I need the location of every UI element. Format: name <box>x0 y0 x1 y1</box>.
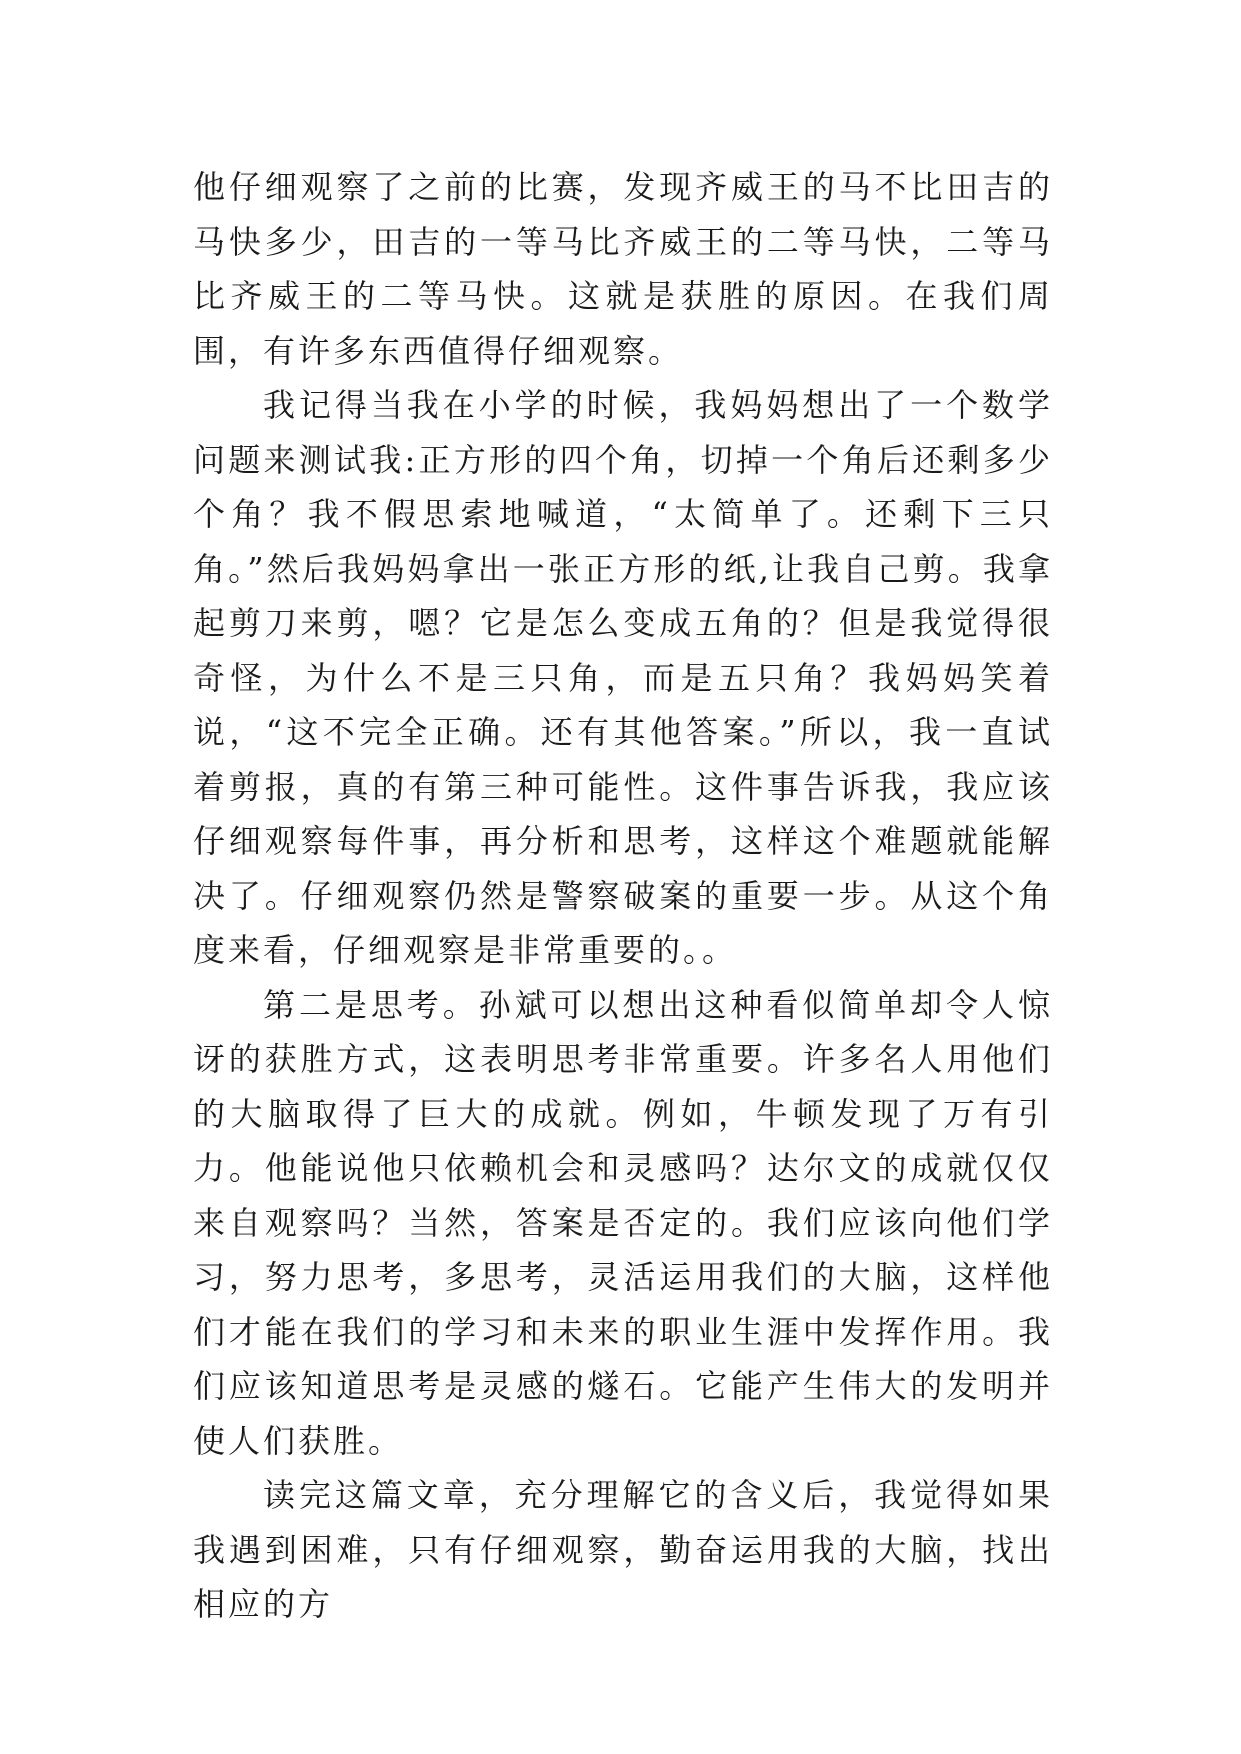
paragraph-1: 他仔细观察了之前的比赛，发现齐威王的马不比田吉的马快多少，田吉的一等马比齐威王的二等马快，二等马比齐威王的二等马快。这就是获胜的原因。在我们周围，有许多东西值得仔细观察。 <box>193 168 1053 370</box>
paragraph-4: 读完这篇文章，充分理解它的含义后，我觉得如果我遇到困难，只有仔细观察，勤奋运用我的大脑，找出相应的方 <box>193 1476 1053 1623</box>
paragraph-2: 我记得当我在小学的时候，我妈妈想出了一个数学问题来测试我:正方形的四个角，切掉一个角后还剩多少个角？我不假思索地喊道，“太简单了。还剩下三只角。”然后我妈妈拿出一张正方形的纸,让我自己剪。我拿起剪刀来剪，嗯？它是怎么变成五角的？但是我觉得很奇怪，为什么不是三只角，而是五只角？我妈妈笑着说，“这不完全正确。还有其他答案。”所以，我一直试着剪报，真的有第三种可能性。这件事告诉我，我应该仔细观察每件事，再分析和思考，这样这个难题就能解决了。仔细观察仍然是警察破案的重要一步。从这个角度来看，仔细观察是非常重要的。。 <box>193 386 1053 969</box>
document-body <box>193 160 1053 1632</box>
paragraph-3: 第二是思考。孙斌可以想出这种看似简单却令人惊讶的获胜方式，这表明思考非常重要。许多名人用他们的大脑取得了巨大的成就。例如，牛顿发现了万有引力。他能说他只依赖机会和灵感吗？达尔文的成就仅仅来自观察吗？当然，答案是否定的。我们应该向他们学习，努力思考，多思考，灵活运用我们的大脑，这样他们才能在我们的学习和未来的职业生涯中发挥作用。我们应该知道思考是灵感的燧石。它能产生伟大的发明并使人们获胜。 <box>193 985 1053 1460</box>
